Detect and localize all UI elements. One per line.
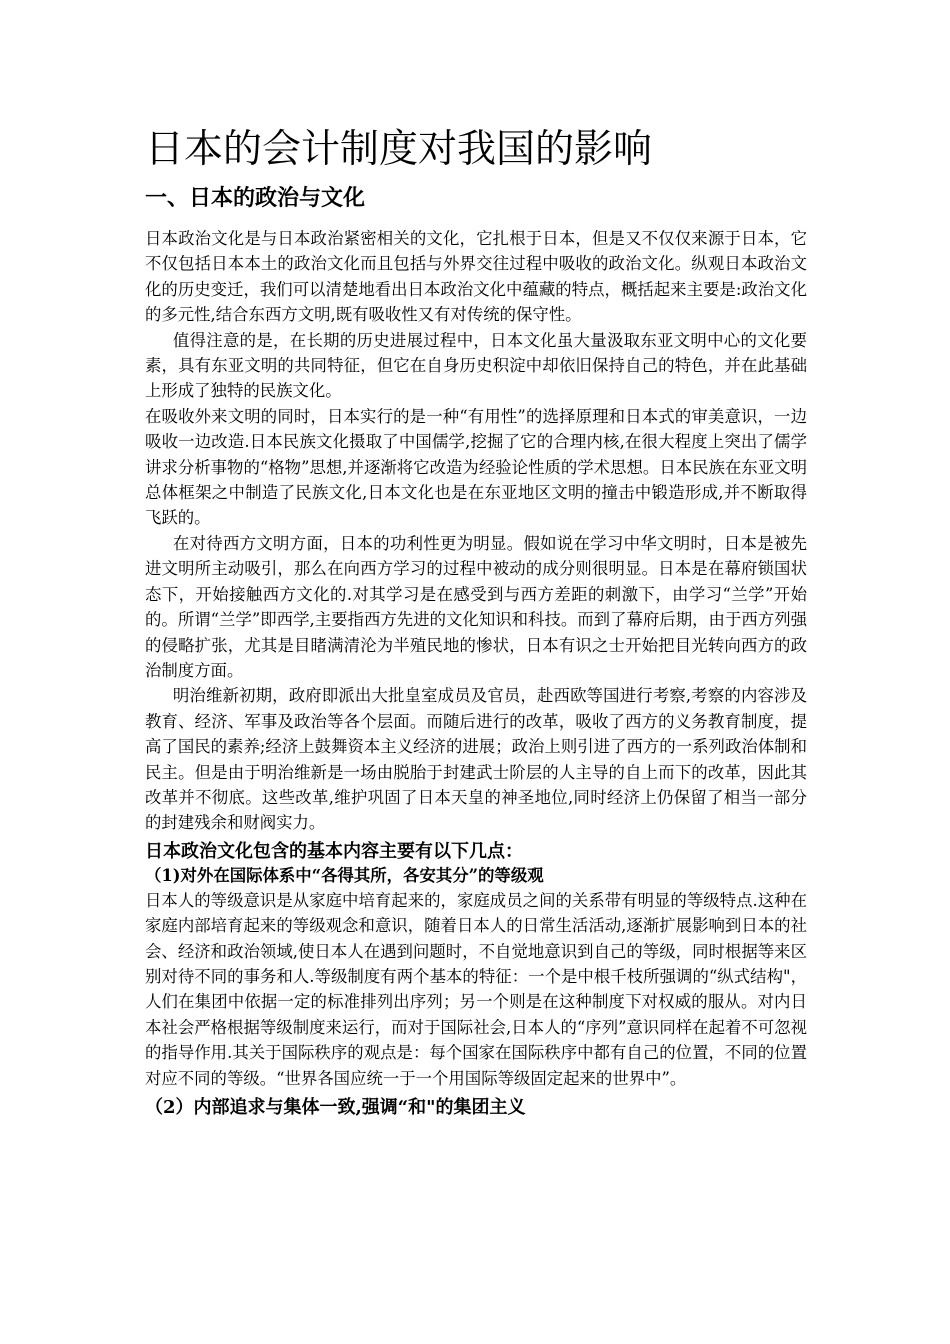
document-title: 日本的会计制度对我国的影响: [145, 127, 653, 172]
subheading-collectivism: （2）内部追求与集体一致,强调“和"的集团主义: [145, 1097, 526, 1118]
subheading-hierarchy: （1)对外在国际体系中“各得其所，各安其分”的等级观: [145, 865, 544, 885]
paragraph: 明治维新初期，政府即派出大批皇室成员及官员，赴西欧等国进行考察,考察的内容涉及教育、经济、军事及政治等各个层面。而随后进行的改革，吸收了西方的义务教育制度，提高了国民的素养;经济上鼓舞资本主义经济的进展；政治上则引进了西方的一系列政治体制和民主。但是由于明治维新是一场由脱胎于封建武士阶层的人主导的自上而下的改革，因此其改革并不彻底。这些改革,维护巩固了日本天皇的神圣地位,同时经济上仍保留了相当一部分的封建残余和财阀实力。: [145, 686, 807, 833]
paragraph: 在对待西方文明方面，日本的功利性更为明显。假如说在学习中华文明时，日本是被先进文明所主动吸引，那么在向西方学习的过程中被动的成分则很明显。日本是在幕府锁国状态下，开始接触西方文化的.对其学习是在感受到与西方差距的刺激下，由学习“兰学”开始的。所谓“兰学”即西学,主要指西方先进的文化知识和科技。而到了幕府后期，由于西方列强的侵略扩张，尤其是目睹满清沦为半殖民地的惨状，日本有识之士开始把目光转向西方的政治制度方面。: [145, 533, 807, 680]
document-content: [145, 122, 807, 1123]
paragraph: 值得注意的是，在长期的历史进展过程中，日本文化虽大量汲取东亚文明中心的文化要素，具有东亚文明的共同特征，但它在自身历史积淀中却依旧保持自己的特色，并在此基础上形成了独特的民族文化。: [145, 330, 807, 401]
paragraph: 在吸收外来文明的同时，日本实行的是一种“有用性”的选择原理和日本式的审美意识，一边吸收一边改造.日本民族文化摄取了中国儒学,挖掘了它的合理内核,在很大程度上突出了儒学讲求分析事物的“格物”思想,并逐渐将它改造为经验论性质的学术思想。日本民族在东亚文明总体框架之中制造了民族文化,日本文化也是在东亚地区文明的撞击中锻造形成,并不断取得飞跃的。: [145, 406, 807, 528]
section-heading-politics-culture: 一、日本的政治与文化: [145, 186, 366, 211]
paragraph: 日本政治文化是与日本政治紧密相关的文化，它扎根于日本，但是又不仅仅来源于日本，它不仅包括日本本土的政治文化而且包括与外界交往过程中吸收的政治文化。纵观日本政治文化的历史变迁，我们可以清楚地看出日本政治文化中蕴藏的特点，概括起来主要是:政治文化的多元性,结合东西方文明,既有吸收性又有对传统的保守性。: [145, 229, 807, 325]
section-heading-basic-content: 日本政治文化包含的基本内容主要有以下几点：: [145, 840, 523, 862]
paragraph: 日本人的等级意识是从家庭中培育起来的，家庭成员之间的关系带有明显的等级特点.这种在家庭内部培育起来的等级观念和意识，随着日本人的日常生活活动,逐渐扩展影响到日本的社会、经济和政治领域,使日本人在遇到问题时，不自觉地意识到自己的等级，同时根据等来区别对待不同的事务和人.等级制度有两个基本的特征：一个是中根千枝所强调的“纵式结构"，人们在集团中依据一定的标准排列出序列；另一个则是在这种制度下对权威的服从。对内日本社会严格根据等级制度来运行，而对于国际社会,日本人的“序列”意识同样在起着不可忽视的指导作用.其关于国际秩序的观点是：每个国家在国际秩序中都有自己的位置，不同的位置对应不同的等级。“世界各国应统一于一个用国际等级固定起来的世界中”。: [145, 890, 807, 1088]
